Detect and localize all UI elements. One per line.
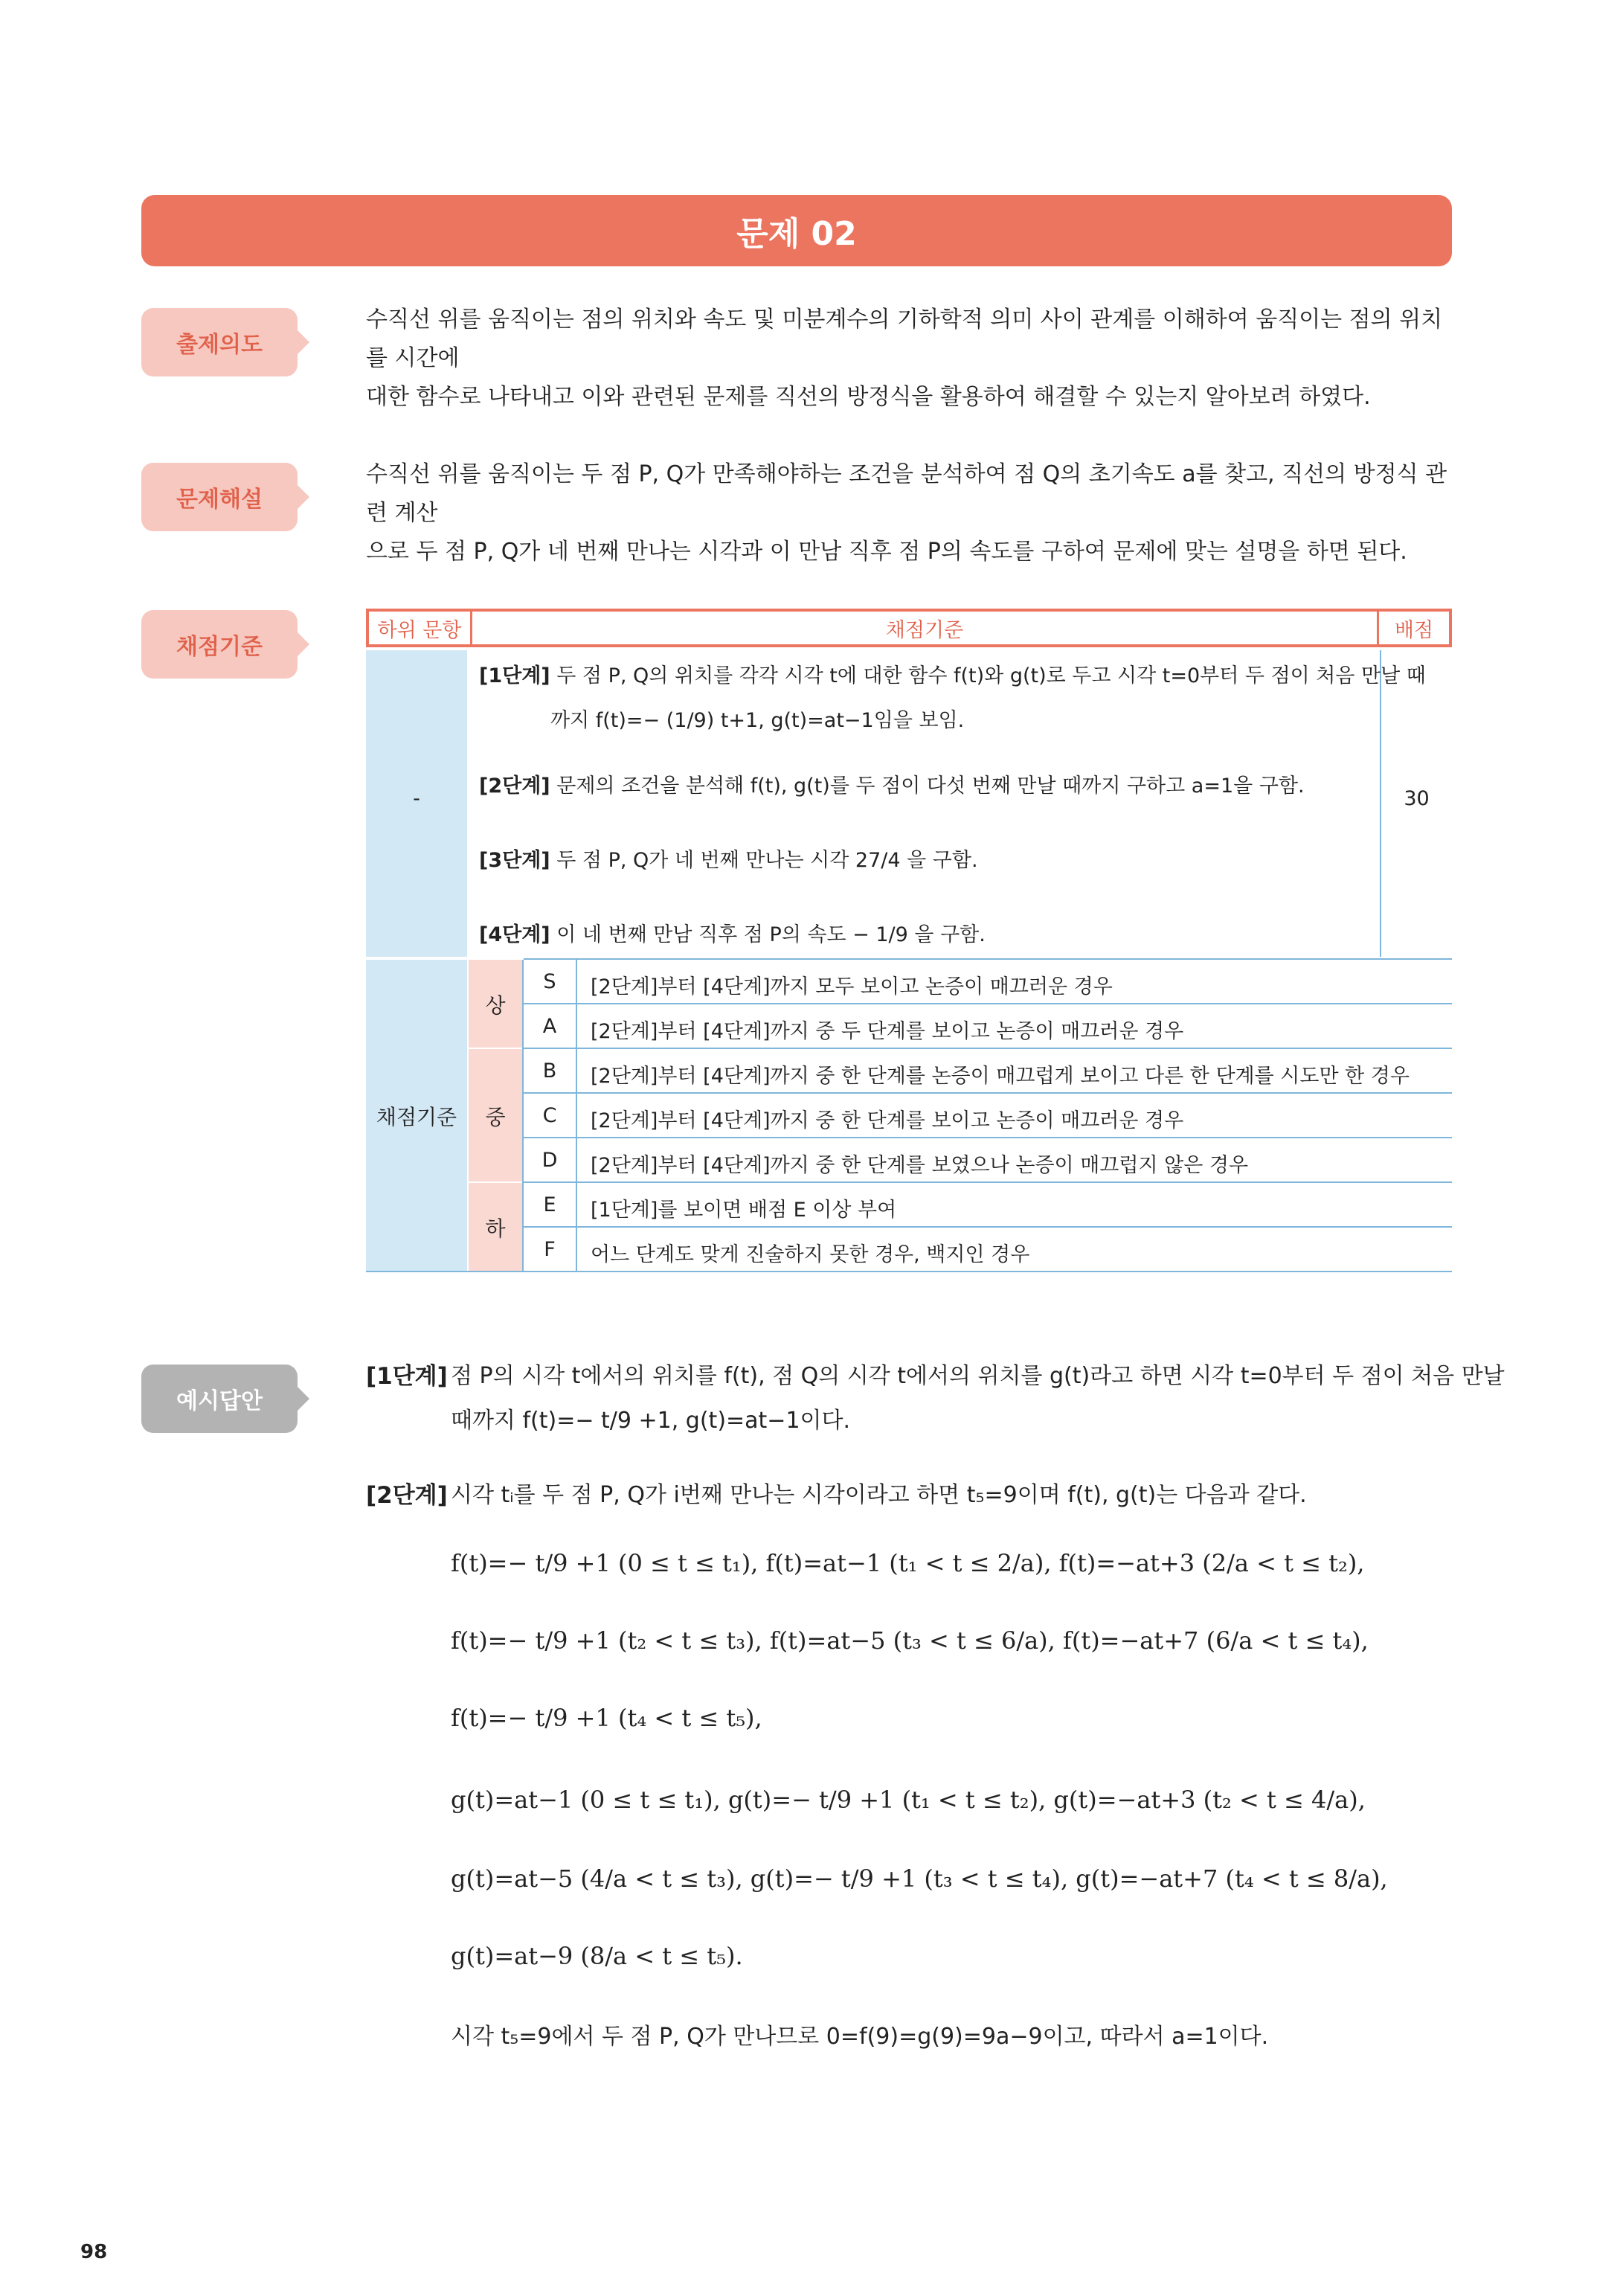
intent-tag: 출제의도 <box>141 308 298 376</box>
score-value: 30 <box>1404 787 1430 810</box>
stage-4: [4단계] 이 네 번째 만남 직후 점 P의 속도 − 1/9 을 구함. <box>479 923 986 946</box>
level-low: 하 <box>485 1216 506 1241</box>
grade-c-desc: [2단계]부터 [4단계]까지 중 한 단계를 보이고 논증이 매끄러운 경우 <box>591 1109 1184 1132</box>
grade-e-desc: [1단계]를 보이면 배점 E 이상 부여 <box>591 1199 897 1222</box>
page-number: 98 <box>80 2241 108 2263</box>
stage-2: [2단계] 문제의 조건을 분석해 f(t), g(t)를 두 점이 다섯 번째 만날 때까지 구하고 a=1을 구함. <box>479 775 1305 798</box>
answer-tag: 예시답안 <box>141 1365 298 1433</box>
grade-a-desc: [2단계]부터 [4단계]까지 중 두 단계를 보이고 논증이 매끄러운 경우 <box>591 1020 1184 1043</box>
stage-1: [1단계] 두 점 P, Q의 위치를 각각 시각 t에 대한 함수 f(t)와 g(t)로 두고 시각 t=0부터 두 점이 처음 만날 때 <box>479 664 1426 687</box>
header-criteria: 채점기준 <box>885 618 964 642</box>
equation-g-2: g(t)=at−5 (4/a < t ≤ t₃), g(t)=− t/9 +1 (t₃ < t ≤ t₄), g(t)=−at+7 (t₄ < t ≤ 8/a), <box>451 1864 1388 1893</box>
solution-tag: 문제해설 <box>141 463 298 531</box>
answer-step1-label: [1단계] <box>366 1363 448 1390</box>
solution-text: 수직선 위를 움직이는 두 점 P, Q가 만족해야하는 조건을 분석하여 점 Q의 초기속도 a를 찾고, 직선의 방정식 관련 계산 으로 두 점 P, Q가 네 번째 만나는 시각과 이 만남 직후 점 P의 속도를 구하여 문제에 맞는 설명을 하면 된다. <box>366 461 1447 565</box>
stage-1-cont: 까지 f(t)=− (1/9) t+1, g(t)=at−1임을 보임. <box>550 709 965 732</box>
stage-3: [3단계] 두 점 P, Q가 네 번째 만나는 시각 27/4 을 구함. <box>479 849 978 872</box>
grade-e: E <box>543 1193 556 1216</box>
equation-g-3: g(t)=at−9 (8/a < t ≤ t₅). <box>451 1942 743 1970</box>
level-mid: 중 <box>485 1105 506 1129</box>
equation-f-3: f(t)=− t/9 +1 (t₄ < t ≤ t₅), <box>451 1704 762 1732</box>
header-score: 배점 <box>1394 618 1434 642</box>
grade-a: A <box>542 1015 557 1038</box>
equation-f-1: f(t)=− t/9 +1 (0 ≤ t ≤ t₁), f(t)=at−1 (t₁ < t ≤ 2/a), f(t)=−at+3 (2/a < t ≤ t₂), <box>451 1549 1365 1577</box>
grade-s: S <box>543 970 556 993</box>
table-header <box>366 609 1452 647</box>
answer-step1-line1: 점 P의 시각 t에서의 위치를 f(t), 점 Q의 시각 t에서의 위치를 g(t)라고 하면 시각 t=0부터 두 점이 처음 만날 <box>451 1363 1505 1389</box>
answer-step1-line2: 때까지 f(t)=− t/9 +1, g(t)=at−1이다. <box>451 1408 851 1434</box>
problem-title: 문제 02 <box>141 195 1452 266</box>
answer-conclusion: 시각 t₅=9에서 두 점 P, Q가 만나므로 0=f(9)=g(9)=9a−9이고, 따라서 a=1이다. <box>451 2024 1269 2050</box>
grading-tag: 채점기준 <box>141 610 298 679</box>
grade-c: C <box>542 1104 557 1127</box>
grade-f-desc: 어느 단계도 맞게 진술하지 못한 경우, 백지인 경우 <box>591 1243 1030 1266</box>
grade-d-desc: [2단계]부터 [4단계]까지 중 한 단계를 보였으나 논증이 매끄럽지 않은 경우 <box>591 1154 1249 1177</box>
grade-s-desc: [2단계]부터 [4단계]까지 모두 보이고 논증이 매끄러운 경우 <box>591 975 1113 998</box>
answer-step2-label: [2단계] <box>366 1482 448 1509</box>
grade-b-desc: [2단계]부터 [4단계]까지 중 한 단계를 논증이 매끄럽게 보이고 다른 한 단계를 시도만 한 경우 <box>591 1065 1410 1088</box>
equation-g-1: g(t)=at−1 (0 ≤ t ≤ t₁), g(t)=− t/9 +1 (t₁ < t ≤ t₂), g(t)=−at+3 (t₂ < t ≤ 4/a), <box>451 1786 1366 1814</box>
answer-step2-line: 시각 tᵢ를 두 점 P, Q가 i번째 만나는 시각이라고 하면 t₅=9이며 f(t), g(t)는 다음과 같다. <box>451 1482 1307 1508</box>
grading-label: 채점기준 <box>376 1105 457 1129</box>
level-high: 상 <box>485 993 506 1018</box>
sub-item-value: - <box>413 787 420 810</box>
equation-f-2: f(t)=− t/9 +1 (t₂ < t ≤ t₃), f(t)=at−5 (t₃ < t ≤ 6/a), f(t)=−at+7 (6/a < t ≤ t₄), <box>451 1626 1369 1655</box>
grade-d: D <box>541 1149 558 1172</box>
grade-b: B <box>542 1059 557 1083</box>
intent-text: 수직선 위를 움직이는 점의 위치와 속도 및 미분계수의 기하학적 의미 사이 관계를 이해하여 움직이는 점의 위치를 시간에 대한 함수로 나타내고 이와 관련된 문제를 직선의 방정식을 활용하여 해결할 수 있는지 알아보려 하였다. <box>366 307 1443 410</box>
header-sub-item: 하위 문항 <box>377 618 462 642</box>
grade-f: F <box>544 1238 556 1261</box>
